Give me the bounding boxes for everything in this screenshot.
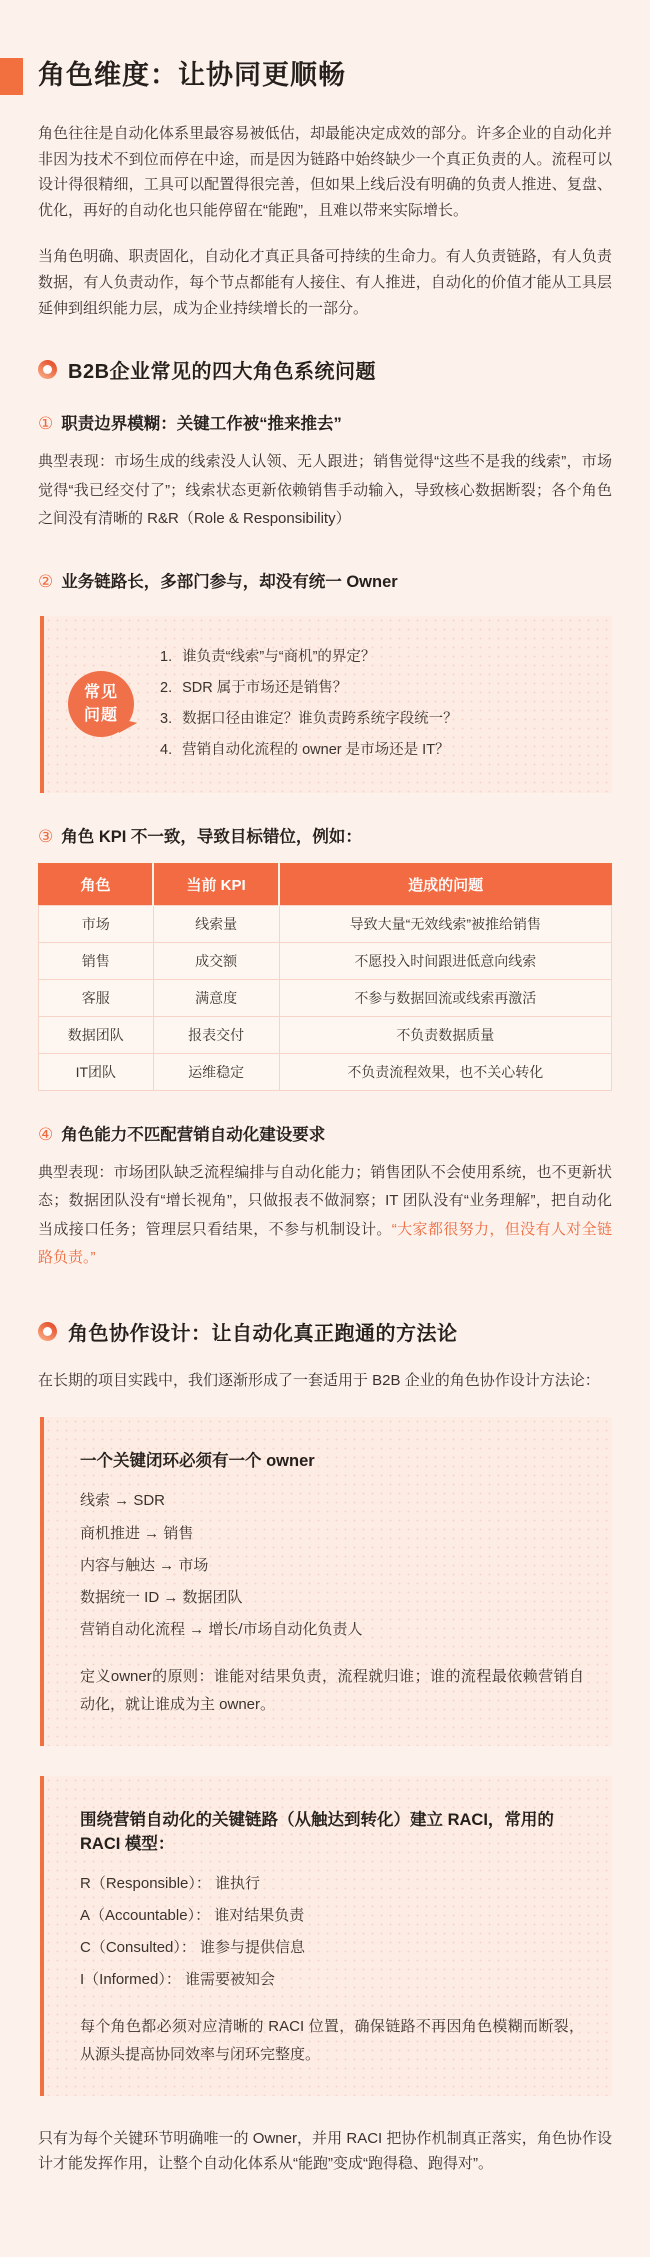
title-accent-square bbox=[0, 58, 23, 95]
raci-line: I（Informed）： 谁需要被知会 bbox=[80, 1971, 276, 1989]
faq-item bbox=[160, 735, 588, 766]
problem-item-1-heading bbox=[38, 410, 612, 434]
table-row bbox=[39, 942, 612, 979]
table-row bbox=[39, 1053, 612, 1090]
section1-heading-row bbox=[38, 355, 612, 384]
faq-callout bbox=[40, 616, 612, 793]
table-header-cell: 当前 KPI bbox=[153, 863, 279, 905]
owner-mapping-line: 商机推进 → 销售 bbox=[80, 1524, 194, 1542]
faq-item-text: 数据口径由谁定？谁负责跨系统字段统一？ bbox=[182, 711, 458, 728]
method-box-raci bbox=[40, 1776, 612, 2096]
faq-item-text: 谁负责“线索”与“商机”的界定？ bbox=[182, 648, 376, 665]
bubble-tail-icon bbox=[119, 720, 138, 737]
circled-number-icon: ③ bbox=[38, 826, 54, 846]
owner-mapping-line: 线索 → SDR bbox=[80, 1492, 166, 1510]
circled-number-icon: ② bbox=[38, 571, 54, 591]
section-bullet-icon bbox=[38, 360, 57, 379]
speech-bubble-icon bbox=[68, 671, 134, 737]
method-box-2-paragraph: 每个角色都必须对应清晰的 RACI 位置，确保链路不再因角色模糊而断裂，从源头提高协同效率与闭环完整度。 bbox=[80, 2017, 584, 2064]
table-cell-kpi: 满意度 bbox=[153, 979, 279, 1016]
section-bullet-icon bbox=[38, 1322, 57, 1341]
problem-item-3-heading bbox=[38, 823, 612, 847]
faq-item bbox=[160, 673, 588, 704]
table-cell-role: 数据团队 bbox=[39, 1016, 154, 1053]
problem-item-1-body: 典型表现：市场生成的线索没人认领、无人跟进；销售觉得“这些不是我的线索”，市场觉得“我已经交付了”；线索状态更新依赖销售手动输入，导致核心数据断裂；各个角色之间没有清晰的 R&R（Role & Responsibility） bbox=[38, 453, 612, 528]
raci-line: C（Consulted）： 谁参与提供信息 bbox=[80, 1939, 306, 1957]
faq-item-text: SDR 属于市场还是销售？ bbox=[182, 680, 348, 697]
faq-item-number: 4. bbox=[160, 742, 173, 759]
closing-paragraph: 只有为每个关键环节明确唯一的 Owner，并用 RACI 把协作机制真正落实，角色协作设计才能发挥作用，让整个自动化体系从“能跑”变成“跑得稳、跑得对”。 bbox=[38, 2129, 612, 2173]
intro-paragraph-1: 角色往往是自动化体系里最容易被低估，却最能决定成效的部分。许多企业的自动化并非因为技术不到位而停在中途，而是因为链路中始终缺少一个真正负责的人。流程可以设计得很精细，工具可以配置得很完善，但如果上线后没有明确的负责人推进、复盘、优化，再好的自动化也只能停留在“能跑”，且难以带来实际增长。 bbox=[38, 124, 612, 220]
table-cell-role: 销售 bbox=[39, 942, 154, 979]
circled-number-icon: ① bbox=[38, 414, 54, 434]
problem-item-2-heading bbox=[38, 568, 612, 592]
table-cell-kpi: 成交额 bbox=[153, 942, 279, 979]
faq-item-number: 2. bbox=[160, 680, 173, 697]
table-cell-role: IT团队 bbox=[39, 1053, 154, 1090]
circled-number-icon: ④ bbox=[38, 1124, 54, 1144]
table-header-cell: 角色 bbox=[39, 863, 154, 905]
faq-list bbox=[160, 642, 588, 767]
problem-item-2-title: 业务链路长，多部门参与，却没有统一 Owner bbox=[61, 572, 398, 591]
problem-item-1-title: 职责边界模糊：关键工作被“推来推去” bbox=[61, 415, 342, 434]
method-box-owner bbox=[40, 1417, 612, 1745]
kpi-table bbox=[38, 863, 612, 1091]
table-row bbox=[39, 1016, 612, 1053]
owner-mapping-line: 数据统一 ID → 数据团队 bbox=[80, 1589, 243, 1607]
table-cell-kpi: 线索量 bbox=[153, 905, 279, 942]
table-cell-problem: 导致大量“无效线索”被推给销售 bbox=[279, 905, 611, 942]
faq-item-number: 1. bbox=[160, 648, 173, 665]
section2-heading-row bbox=[38, 1317, 612, 1346]
table-row bbox=[39, 905, 612, 942]
problem-item-4-title: 角色能力不匹配营销自动化建设要求 bbox=[61, 1125, 326, 1144]
raci-line: A（Accountable）： 谁对结果负责 bbox=[80, 1906, 305, 1924]
highlight-quote: “大家都很努力，但没有人对全链路负责。” bbox=[38, 1220, 612, 1267]
table-row bbox=[39, 979, 612, 1016]
faq-item-text: 营销自动化流程的 owner 是市场还是 IT？ bbox=[182, 742, 450, 759]
table-cell-role: 市场 bbox=[39, 905, 154, 942]
method-box-1-paragraph: 定义owner的原则：谁能对结果负责，流程就归谁；谁的流程最依赖营销自动化，就让谁成为主 owner。 bbox=[80, 1667, 584, 1714]
raci-line: R（Responsible）： 谁执行 bbox=[80, 1874, 261, 1892]
problem-item-4-body bbox=[38, 1159, 612, 1273]
table-cell-problem: 不负责流程效果，也不关心转化 bbox=[279, 1053, 611, 1090]
intro-paragraph-2: 当角色明确、职责固化，自动化才真正具备可持续的生命力。有人负责链路，有人负责数据，有人负责动作，每个节点都能有人接住、有人推进，自动化的价值才能从工具层延伸到组织能力层，成为企业持续增长的一部分。 bbox=[38, 247, 612, 317]
bubble-text-line2: 问题 bbox=[83, 707, 118, 725]
section1-heading: B2B企业常见的四大角色系统问题 bbox=[68, 361, 377, 384]
problem-item-4-heading bbox=[38, 1121, 612, 1145]
faq-item bbox=[160, 642, 588, 673]
method-box-1-heading: 一个关键闭环必须有一个 owner bbox=[80, 1452, 315, 1471]
faq-item-number: 3. bbox=[160, 711, 173, 728]
table-header-cell: 造成的问题 bbox=[279, 863, 611, 905]
table-header-row bbox=[39, 863, 612, 905]
bubble-text-line1: 常见 bbox=[83, 684, 118, 702]
table-cell-problem: 不参与数据回流或线索再激活 bbox=[279, 979, 611, 1016]
section2-intro: 在长期的项目实践中，我们逐渐形成了一套适用于 B2B 企业的角色协作设计方法论： bbox=[38, 1371, 600, 1389]
section2-heading: 角色协作设计：让自动化真正跑通的方法论 bbox=[68, 1322, 458, 1345]
table-cell-kpi: 报表交付 bbox=[153, 1016, 279, 1053]
owner-mapping-line: 营销自动化流程 → 增长/市场自动化负责人 bbox=[80, 1621, 363, 1639]
method-box-2-heading: 围绕营销自动化的关键链路（从触达到转化）建立 RACI，常用的 RACI 模型： bbox=[80, 1810, 554, 1853]
problem-item-3-title: 角色 KPI 不一致，导致目标错位，例如： bbox=[61, 827, 362, 846]
table-cell-role: 客服 bbox=[39, 979, 154, 1016]
table-cell-kpi: 运维稳定 bbox=[153, 1053, 279, 1090]
title-block bbox=[38, 57, 612, 95]
faq-item bbox=[160, 704, 588, 735]
table-cell-problem: 不愿投入时间跟进低意向线索 bbox=[279, 942, 611, 979]
problem-item-4-text: 典型表现：市场团队缺乏流程编排与自动化能力；销售团队不会使用系统，也不更新状态；数据团队没有“增长视角”，只做报表不做洞察；IT 团队没有“业务理解”，把自动化当成接口任务；管理层只看结果，不参与机制设计。 bbox=[38, 1163, 612, 1238]
table-cell-problem: 不负责数据质量 bbox=[279, 1016, 611, 1053]
owner-mapping-line: 内容与触达 → 市场 bbox=[80, 1556, 209, 1574]
page-title: 角色维度：让协同更顺畅 bbox=[38, 60, 346, 90]
